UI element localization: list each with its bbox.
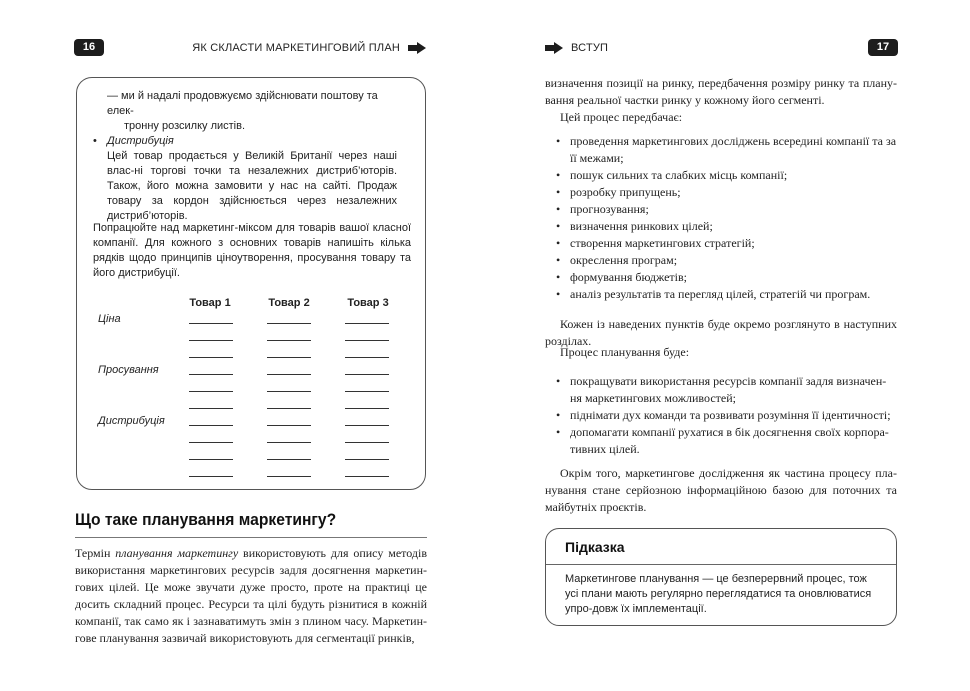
blank-line[interactable] <box>267 408 311 409</box>
intro-paragraph: визначення позиції на ринку, передбачення розміру ринку та плану-вання реальної частки ринку у кожному його сегменті. <box>545 76 897 107</box>
bullet-icon: • <box>556 270 561 284</box>
bullet-icon: • <box>556 168 561 182</box>
blank-line[interactable] <box>345 459 389 460</box>
bullet-icon: • <box>556 185 561 199</box>
table-column-header: Товар 3 <box>347 297 389 309</box>
blank-line[interactable] <box>345 340 389 341</box>
table-row-label: Просування <box>98 364 159 376</box>
blank-line[interactable] <box>189 340 233 341</box>
blank-line[interactable] <box>345 425 389 426</box>
tip-title: Підказка <box>565 539 625 555</box>
bullet-icon: • <box>556 219 561 233</box>
blank-line[interactable] <box>267 476 311 477</box>
tip-box <box>545 528 897 626</box>
bullet-icon: • <box>556 425 561 439</box>
list-item <box>553 407 898 424</box>
blank-line[interactable] <box>345 442 389 443</box>
blank-line[interactable] <box>267 425 311 426</box>
blank-line[interactable] <box>345 391 389 392</box>
list-item-text: створення маркетингових стратегій; <box>570 236 755 250</box>
list-item <box>553 184 898 201</box>
blank-line[interactable] <box>267 442 311 443</box>
arrow-right-icon <box>545 42 563 54</box>
list-item-text: проведення маркетингових досліджень всередині компанії та за її межами; <box>570 134 897 165</box>
table-column-header: Товар 2 <box>268 297 310 309</box>
blank-line[interactable] <box>267 323 311 324</box>
blank-line[interactable] <box>189 323 233 324</box>
blank-line[interactable] <box>189 425 233 426</box>
tip-divider <box>546 564 896 565</box>
bullet-icon: • <box>556 134 561 148</box>
list-item <box>553 269 898 286</box>
exercise-dash-line-2: тронну розсилку листів. <box>124 120 246 132</box>
besides-paragraph: Окрім того, маркетингове дослідження як частина процесу пла-нування стане серйозною інформаційною базою для поточних та майбутніх проєктів. <box>545 466 897 514</box>
blank-line[interactable] <box>189 408 233 409</box>
list-item <box>553 235 898 252</box>
list-item-text: пошук сильних та слабких місць компанії; <box>570 168 788 182</box>
bullet-icon: • <box>556 253 561 267</box>
bullet-icon: • <box>556 374 561 388</box>
running-head-right <box>545 39 608 56</box>
page-number-left: 16 <box>74 39 104 56</box>
page-number-right: 17 <box>868 39 898 56</box>
blank-line[interactable] <box>267 340 311 341</box>
list-item-text: аналіз результатів та перегляд цілей, стратегій чи програм. <box>570 287 871 301</box>
list-item-text: допомагати компанії рухатися в бік досягнення своїх корпора-тивних цілей. <box>570 425 889 456</box>
list-item-text: окреслення програм; <box>570 253 678 267</box>
section-divider <box>75 537 427 538</box>
blank-line[interactable] <box>189 391 233 392</box>
list-item-text: визначення ринкових цілей; <box>570 219 713 233</box>
bullet-icon: • <box>556 236 561 250</box>
blank-line[interactable] <box>267 357 311 358</box>
exercise-bullet-title: Дистрибуція <box>107 135 174 147</box>
list-item-text: прогнозування; <box>570 202 649 216</box>
planning-lead: Процес планування буде: <box>560 345 690 359</box>
blank-line[interactable] <box>267 459 311 460</box>
list-item-text: піднімати дух команди та розвивати розуміння її ідентичності; <box>570 408 891 422</box>
table-column-header: Товар 1 <box>189 297 231 309</box>
list-item <box>553 133 898 167</box>
blank-line[interactable] <box>345 408 389 409</box>
tip-text: Маркетингове планування — це безперервний процес, тож усі плани мають регулярно переглядатися та оновлюватися упро-довж їх імплементації. <box>565 573 872 615</box>
section-body-term: планування маркетингу <box>115 546 239 560</box>
blank-line[interactable] <box>267 391 311 392</box>
list-item-text: розробку припущень; <box>570 185 681 199</box>
running-head-left <box>192 39 426 56</box>
section-body-start: Термін <box>75 546 116 560</box>
blank-line[interactable] <box>189 442 233 443</box>
planning-list <box>553 373 898 458</box>
list-item <box>553 252 898 269</box>
blank-line[interactable] <box>345 476 389 477</box>
table-row-label: Дистрибуція <box>98 415 165 427</box>
section-body <box>75 545 427 647</box>
process-lead: Цей процес передбачає: <box>560 110 683 124</box>
running-head-left-text: ЯК СКЛАСТИ МАРКЕТИНГОВИЙ ПЛАН <box>192 41 400 54</box>
blank-line[interactable] <box>189 357 233 358</box>
blank-line[interactable] <box>189 374 233 375</box>
exercise-dash-line-1: — ми й надалі продовжуємо здійснювати поштову та елек- <box>107 90 378 117</box>
list-item <box>553 201 898 218</box>
arrow-right-icon <box>408 42 426 54</box>
exercise-box <box>76 77 426 490</box>
blank-line[interactable] <box>189 459 233 460</box>
list-item <box>553 167 898 184</box>
running-head-right-text: ВСТУП <box>571 41 609 54</box>
list-item-text: формування бюджетів; <box>570 270 687 284</box>
bullet-icon: • <box>556 408 561 422</box>
list-item <box>553 218 898 235</box>
bullet-icon: • <box>93 135 97 147</box>
blank-line[interactable] <box>345 323 389 324</box>
list-item-text: покращувати використання ресурсів компанії задля визначен-ня маркетингових можливостей; <box>570 374 887 405</box>
list-item <box>553 286 898 303</box>
list-item <box>553 424 898 458</box>
bullet-icon: • <box>556 287 561 301</box>
bullet-icon: • <box>556 202 561 216</box>
section-body-rest: використовують для опису методів використання маркетингових ресурсів задля досягнення маркетин-гових цілей. Це може звучати дуже просто, проте на практиці це досить складний процес. Ресурси та цілі будуть різнитися в кожній компанії, так само як і зазнаватимуть змін з плином часу. Маркетин-гове планування зазвичай використовують для сегментації ринків, <box>75 546 427 645</box>
list-item <box>553 373 898 407</box>
blank-line[interactable] <box>267 374 311 375</box>
blank-line[interactable] <box>345 357 389 358</box>
exercise-task: Попрацюйте над маркетинг-міксом для товарів вашої класної компанії. Для кожного з основних товарів напишіть кілька рядків щодо принципів ціноутворення, просування товару та його дистрибуції. <box>93 222 411 279</box>
each-point-paragraph: Кожен із наведених пунктів буде окремо розглянуто в наступних розділах. <box>545 317 897 348</box>
process-list <box>553 133 898 303</box>
blank-line[interactable] <box>189 476 233 477</box>
exercise-table <box>77 78 425 489</box>
table-row-label: Ціна <box>98 313 121 325</box>
blank-line[interactable] <box>345 374 389 375</box>
exercise-bullet-text: Цей товар продається у Великій Британії через наші влас-ні торгові точки та незалежних дистриб’юторів. Також, його можна замовити у нас на сайті. Продаж товару за кордон здійснюється через незалежних дистриб’юторів. <box>107 150 397 222</box>
section-title: Що таке планування маркетингу? <box>75 510 337 529</box>
